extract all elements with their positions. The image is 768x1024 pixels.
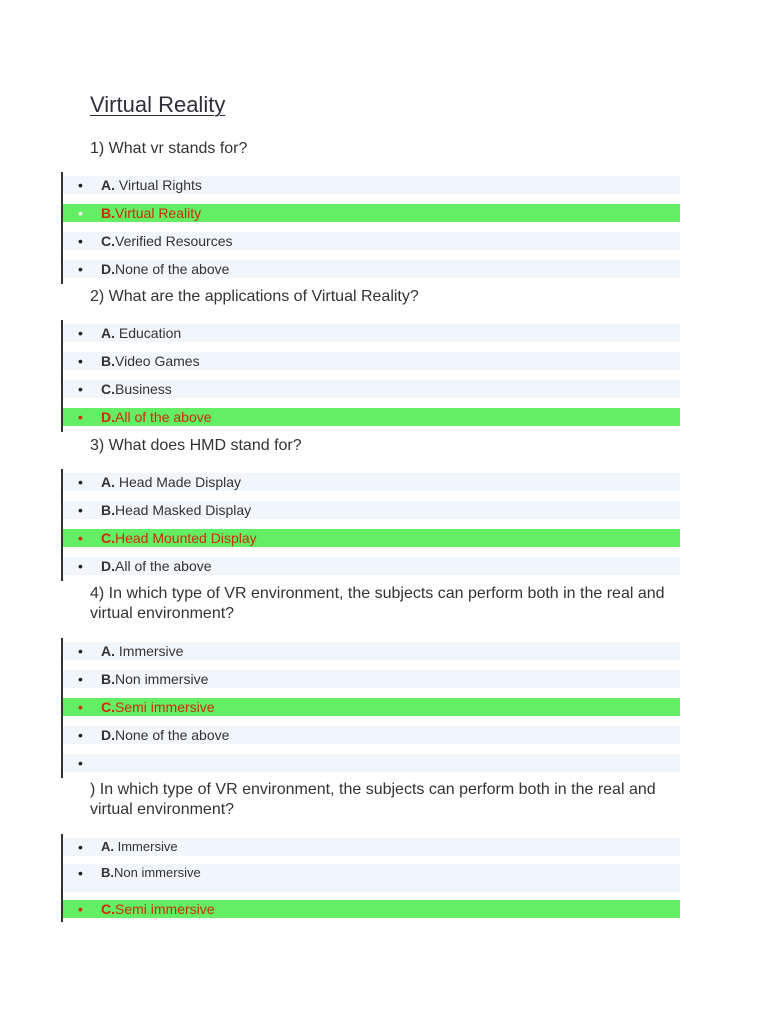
answer-option-c-correct[interactable]: • C.Head Mounted Display: [63, 525, 680, 553]
answer-option-c[interactable]: • C.Verified Resources: [63, 228, 680, 256]
bullet-icon: •: [78, 353, 83, 369]
bullet-icon: •: [78, 643, 83, 659]
answer-option-a[interactable]: • A. Virtual Rights: [63, 172, 680, 200]
answer-list: [61, 320, 680, 432]
answer-option-b[interactable]: • B.Non immersive: [63, 666, 680, 694]
answer-option-b[interactable]: • B.Video Games: [63, 348, 680, 376]
bullet-icon: •: [78, 381, 83, 397]
answer-option-c-correct[interactable]: • C.Semi immersive: [63, 694, 680, 722]
question-text: ) In which type of VR environment, the subjects can perform both in the real and virtual environment?: [90, 781, 656, 818]
answer-option-a[interactable]: • A. Education: [63, 320, 680, 348]
answer-option-a[interactable]: • A. Head Made Display: [63, 469, 680, 497]
page-title: Virtual Reality: [90, 92, 226, 117]
answer-list: [61, 638, 680, 778]
answer-list: [61, 834, 680, 922]
bullet-icon: •: [78, 261, 83, 277]
answer-option-a[interactable]: • A. Immersive: [63, 638, 680, 666]
answer-list: [61, 469, 680, 581]
bullet-icon: •: [78, 233, 83, 249]
bullet-icon: •: [78, 325, 83, 341]
bullet-icon: •: [78, 755, 83, 771]
answer-option-d[interactable]: • D.All of the above: [63, 553, 680, 581]
answer-option-d[interactable]: • D.None of the above: [63, 256, 680, 284]
bullet-icon: •: [78, 865, 83, 881]
bullet-icon: •: [78, 502, 83, 518]
answer-option-c-correct[interactable]: • C.Semi immersive: [63, 896, 680, 922]
bullet-icon: •: [78, 671, 83, 687]
bullet-icon: •: [78, 727, 83, 743]
bullet-icon: •: [78, 699, 83, 715]
answer-option-c[interactable]: • C.Business: [63, 376, 680, 404]
answer-option-empty[interactable]: [63, 750, 680, 778]
question-text: 1) What vr stands for?: [90, 140, 248, 157]
bullet-icon: •: [78, 839, 83, 855]
bullet-icon: •: [78, 474, 83, 490]
answer-option-b[interactable]: • B.Non immersive: [63, 860, 680, 896]
question-text: 4) In which type of VR environment, the subjects can perform both in the real and virtual environment?: [90, 585, 665, 622]
answer-list: [61, 172, 680, 284]
bullet-icon: •: [78, 901, 83, 917]
bullet-icon: •: [78, 558, 83, 574]
answer-option-a[interactable]: • A. Immersive: [63, 834, 680, 860]
question-text: 3) What does HMD stand for?: [90, 437, 302, 454]
bullet-icon: •: [78, 205, 83, 221]
answer-option-b[interactable]: • B.Head Masked Display: [63, 497, 680, 525]
bullet-icon: •: [78, 409, 83, 425]
bullet-icon: •: [78, 177, 83, 193]
answer-option-b-correct[interactable]: • B.Virtual Reality: [63, 200, 680, 228]
answer-option-d-correct[interactable]: • D.All of the above: [63, 404, 680, 432]
answer-option-d[interactable]: • D.None of the above: [63, 722, 680, 750]
bullet-icon: •: [78, 530, 83, 546]
question-text: 2) What are the applications of Virtual Reality?: [90, 288, 419, 305]
